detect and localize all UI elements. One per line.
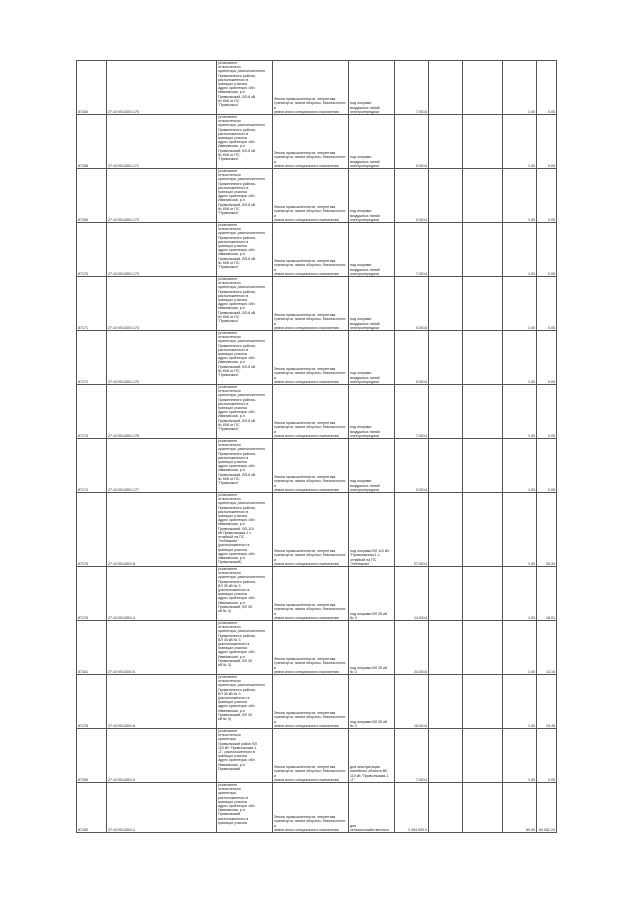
value-cell[interactable] (429, 729, 463, 783)
cadastral-number-cell[interactable]: 27:10:0014301:8 (107, 493, 217, 567)
amount-cell[interactable]: 0.05 (537, 115, 557, 169)
area-cell[interactable]: 1 394 000.0 (395, 783, 429, 833)
cadastral-number-cell[interactable]: 27:10:0014301:176 (107, 385, 217, 439)
amount-cell[interactable]: 0.05 (537, 61, 557, 115)
land-category-cell[interactable]: Земли промышленности, энергетики, транспорта, земли обороны, безопасности и земли иного специального назначения (273, 169, 349, 223)
table-row[interactable] (77, 277, 557, 331)
area-cell[interactable]: 7.0014 (395, 61, 429, 115)
spreadsheet-sheet (76, 60, 556, 833)
value-cell[interactable] (429, 331, 463, 385)
row-id-cell[interactable]: 87176 (77, 567, 107, 621)
amount-cell[interactable]: 0.05 (537, 169, 557, 223)
area-cell[interactable]: 0.0014 (395, 169, 429, 223)
rate-cell[interactable]: 1.00 (503, 169, 537, 223)
table-row[interactable] (77, 729, 557, 783)
location-description-cell[interactable]: установлен относительно ориентира, расположенного Прижелезного района, ВЛ 35 кВ № 3 (расположенного в границах участка адрес ориентира: обл. Ивановская, р-н Приволжский, ВЛ 35 кВ № 3) (217, 675, 273, 729)
land-category-cell[interactable]: Земли промышленности, энергетики, транспорта, земли обороны, безопасности и земли иного специального назначения (273, 675, 349, 729)
value-cell[interactable] (463, 439, 503, 493)
rate-cell[interactable]: 1.00 (503, 493, 537, 567)
permitted-use-cell[interactable]: под опорами воздушных линий электропередачи (349, 223, 395, 277)
area-cell[interactable]: 0.0014 (395, 331, 429, 385)
amount-cell[interactable]: 0.05 (537, 277, 557, 331)
location-description-cell[interactable]: установлен относительно ориентира, Приволжский район ВЛ 110 кВ "Приволжская-1 -2", расположенного в границах участка адрес ориентира: обл. Ивановская, р-н Приволжский (217, 729, 273, 783)
location-description-cell[interactable]: установлен относительно ориентира, расположенного Прижелезного района, расположенного в границах участка адрес ориентира: обл. Ивановская, р-н Приволжский, ВЛ-110 кВ Приволжская-1 с отпайкой на ПС "Хебниково" (расположенного в границах участка адрес ориентира: обл. Ивановская, р-н Приволжский) (217, 493, 273, 567)
cadastral-number-cell[interactable]: 27:10:0014301:175 (107, 331, 217, 385)
value-cell[interactable] (463, 729, 503, 783)
location-description-cell[interactable]: установлен относительно ориентира, расположенного Прижелезного района, расположенного в границах участка адрес ориентира: обл. Ивановская, р-н Приволжский, ВЛ-6 кВ № 608 от ПС "Приволжск" (217, 115, 273, 169)
land-category-cell[interactable]: Земли промышленности, энергетики, транспорта, земли обороны, безопасности и земли иного специального назначения (273, 277, 349, 331)
permitted-use-cell[interactable]: под опорами ВЛ 110 кВ "Приволжская-1 с отпайкой на ПС "Хебниково" (349, 493, 395, 567)
amount-cell[interactable]: 0.05 (537, 385, 557, 439)
area-cell[interactable]: 16.0014 (395, 675, 429, 729)
row-id-cell[interactable]: 87174 (77, 439, 107, 493)
rate-cell[interactable]: 1.00 (503, 729, 537, 783)
cadastral-number-cell[interactable]: 27:10:0014301:172 (107, 169, 217, 223)
value-cell[interactable] (429, 567, 463, 621)
cadastral-number-cell[interactable]: 27:10:0014301:1 (107, 783, 217, 833)
location-description-cell[interactable]: установлен относительно ориентира, расположенного Прижелезного района, ВЛ 35 кВ № 3 (расположенного в границах участка адрес ориентира: обл. Ивановская, р-н Приволжский, ВЛ 35 кВ № 3) (217, 567, 273, 621)
value-cell[interactable] (463, 61, 503, 115)
amount-cell[interactable]: 15.45 (537, 675, 557, 729)
value-cell[interactable] (429, 783, 463, 833)
amount-cell[interactable]: 0.05 (537, 223, 557, 277)
location-description-cell[interactable]: установлен относительно ориентира, расположенного Прижелезного района, ВЛ 35 кВ № 3 (расположенного в границах участка адрес ориентира: обл. Ивановская, р-н Приволжский, ВЛ 35 кВ № 3) (217, 621, 273, 675)
rate-cell[interactable]: 1.00 (503, 675, 537, 729)
area-cell[interactable]: 0.0014 (395, 439, 429, 493)
area-cell[interactable]: 27.0014 (395, 493, 429, 567)
location-description-cell[interactable]: установлен относительно ориентира, расположенного Прижелезного района, расположенного в границах участка адрес ориентира: обл. Ивановская, р-н Приволжский, ВЛ-6 кВ № 608 от ПС "Приволжск" (217, 277, 273, 331)
amount-cell[interactable]: 64 062.24 (537, 783, 557, 833)
area-cell[interactable]: 23.0014 (395, 621, 429, 675)
land-category-cell[interactable]: Земли промышленности, энергетики, транспорта, земли обороны, безопасности и земли иного специального назначения (273, 783, 349, 833)
value-cell[interactable] (463, 385, 503, 439)
row-id-cell[interactable]: 87159 (77, 729, 107, 783)
table-row[interactable] (77, 675, 557, 729)
rate-cell[interactable]: 1.00 (503, 61, 537, 115)
table-row[interactable] (77, 223, 557, 277)
cadastral-number-cell[interactable]: 27:10:0014301:5 (107, 621, 217, 675)
row-id-cell[interactable]: 87161 (77, 621, 107, 675)
rate-cell[interactable]: 1.00 (503, 115, 537, 169)
land-category-cell[interactable]: Земли промышленности, энергетики, транспорта, земли обороны, безопасности и земли иного специального назначения (273, 115, 349, 169)
land-category-cell[interactable]: Земли промышленности, энергетики, транспорта, земли обороны, безопасности и земли иного специального назначения (273, 493, 349, 567)
amount-cell[interactable]: 0.05 (537, 729, 557, 783)
area-cell[interactable]: 7.0014 (395, 729, 429, 783)
location-description-cell[interactable]: установлен относительно ориентира, расположенного Прижелезного района, расположенного в границах участка адрес ориентира: обл. Ивановская, р-н Приволжский, ВЛ-6 кВ № 608 от ПС "Приволжск" (217, 331, 273, 385)
location-description-cell[interactable]: установлен относительно ориентира, расположенного Прижелезного района, расположенного в границах участка адрес ориентира: обл. Ивановская, р-н Приволжский, ВЛ-6 кВ № 608 от ПС "Приволжск" (217, 61, 273, 115)
location-description-cell[interactable]: установлен относительно ориентира, расположенного Прижелезного района, расположенного в границах участка адрес ориентира: обл. Ивановская, р-н Приволжский, ВЛ-6 кВ № 608 от ПС "Приволжск" (217, 169, 273, 223)
land-category-cell[interactable]: Земли промышленности, энергетики, транспорта, земли обороны, безопасности и земли иного специального назначения (273, 621, 349, 675)
row-id-cell[interactable]: 87172 (77, 331, 107, 385)
value-cell[interactable] (429, 385, 463, 439)
amount-cell[interactable]: 18.51 (537, 567, 557, 621)
table-row[interactable] (77, 61, 557, 115)
value-cell[interactable] (463, 277, 503, 331)
value-cell[interactable] (429, 223, 463, 277)
amount-cell[interactable]: 13.15 (537, 621, 557, 675)
value-cell[interactable] (429, 169, 463, 223)
land-category-cell[interactable]: Земли промышленности, энергетики, транспорта, земли обороны, безопасности и земли иного специального назначения (273, 385, 349, 439)
rate-cell[interactable]: 60.00 (503, 783, 537, 833)
permitted-use-cell[interactable]: под опорами воздушных линий электропередачи (349, 439, 395, 493)
table-row[interactable] (77, 567, 557, 621)
permitted-use-cell[interactable]: под опорами воздушных линий электропередачи (349, 169, 395, 223)
cadastral-number-cell[interactable]: 27:10:0014301:170 (107, 61, 217, 115)
permitted-use-cell[interactable]: под опорами воздушных линий электропередачи (349, 115, 395, 169)
land-category-cell[interactable]: Земли промышленности, энергетики, транспорта, земли обороны, безопасности и земли иного специального назначения (273, 61, 349, 115)
land-category-cell[interactable]: Земли промышленности, энергетики, транспорта, земли обороны, безопасности и земли иного специального назначения (273, 223, 349, 277)
value-cell[interactable] (463, 169, 503, 223)
amount-cell[interactable]: 35.34 (537, 493, 557, 567)
area-cell[interactable]: 7.0014 (395, 385, 429, 439)
row-id-cell[interactable]: 87171 (77, 277, 107, 331)
land-category-cell[interactable]: Земли промышленности, энергетики, транспорта, земли обороны, безопасности и земли иного специального назначения (273, 729, 349, 783)
land-category-cell[interactable]: Земли промышленности, энергетики, транспорта, земли обороны, безопасности и земли иного специального назначения (273, 331, 349, 385)
permitted-use-cell[interactable]: под опорами воздушных линий электропередачи (349, 277, 395, 331)
rate-cell[interactable]: 1.00 (503, 331, 537, 385)
rate-cell[interactable]: 1.00 (503, 621, 537, 675)
amount-cell[interactable]: 0.05 (537, 331, 557, 385)
value-cell[interactable] (429, 675, 463, 729)
permitted-use-cell[interactable]: под опорами воздушных линий электропередачи (349, 385, 395, 439)
row-id-cell[interactable]: 87173 (77, 385, 107, 439)
row-id-cell[interactable]: 87169 (77, 169, 107, 223)
value-cell[interactable] (463, 115, 503, 169)
row-id-cell[interactable]: 87160 (77, 783, 107, 833)
permitted-use-cell[interactable]: для сельскохозяйственного (349, 783, 395, 833)
value-cell[interactable] (463, 783, 503, 833)
location-description-cell[interactable]: установлен относительно ориентира, расположенного в границах участка адрес ориентира: обл. Ивановская, р-н Приволжский расположенного в границах участка (217, 783, 273, 833)
land-category-cell[interactable]: Земли промышленности, энергетики, транспорта, земли обороны, безопасности и земли иного специального назначения (273, 439, 349, 493)
value-cell[interactable] (463, 493, 503, 567)
rate-cell[interactable]: 1.00 (503, 567, 537, 621)
area-cell[interactable]: 0.0014 (395, 115, 429, 169)
table-row[interactable] (77, 439, 557, 493)
value-cell[interactable] (429, 115, 463, 169)
value-cell[interactable] (463, 223, 503, 277)
value-cell[interactable] (463, 675, 503, 729)
value-cell[interactable] (463, 331, 503, 385)
cadastral-number-cell[interactable]: 27:10:0014301:9 (107, 729, 217, 783)
table-row[interactable] (77, 331, 557, 385)
value-cell[interactable] (463, 567, 503, 621)
rate-cell[interactable]: 1.00 (503, 439, 537, 493)
cadastral-number-cell[interactable]: 27:10:0014301:6 (107, 675, 217, 729)
area-cell[interactable]: 14.0014 (395, 567, 429, 621)
amount-cell[interactable]: 0.05 (537, 439, 557, 493)
cadastral-number-cell[interactable]: 27:10:0014301:177 (107, 439, 217, 493)
permitted-use-cell[interactable]: под опорами воздушных линий электропередачи (349, 331, 395, 385)
location-description-cell[interactable]: установлен относительно ориентира, расположенного Прижелезного района, расположенного в границах участка адрес ориентира: обл. Ивановская, р-н Приволжский, ВЛ-6 кВ № 608 от ПС "Приволжск" (217, 439, 273, 493)
rate-cell[interactable]: 1.00 (503, 277, 537, 331)
cadastral-number-cell[interactable]: 27:10:0014301:173 (107, 223, 217, 277)
value-cell[interactable] (429, 61, 463, 115)
value-cell[interactable] (429, 277, 463, 331)
table-row[interactable] (77, 493, 557, 567)
value-cell[interactable] (429, 493, 463, 567)
permitted-use-cell[interactable]: для эксплуатации линейного объекта ВЛ 110 кВ "Приволжская-1 -2" (349, 729, 395, 783)
land-plots-table (76, 60, 557, 833)
row-id-cell[interactable]: 87178 (77, 675, 107, 729)
land-category-cell[interactable]: Земли промышленности, энергетики, транспорта, земли обороны, безопасности и земли иного специального назначения (273, 567, 349, 621)
table-body (77, 61, 557, 833)
rate-cell[interactable]: 1.00 (503, 223, 537, 277)
value-cell[interactable] (429, 439, 463, 493)
table-row[interactable] (77, 621, 557, 675)
row-id-cell[interactable]: 87175 (77, 493, 107, 567)
location-description-cell[interactable]: установлен относительно ориентира, расположенного Прижелезного района, расположенного в границах участка адрес ориентира: обл. Ивановская, р-н Приволжский, ВЛ-6 кВ № 608 от ПС "Приволжск" (217, 223, 273, 277)
row-id-cell[interactable]: 87168 (77, 115, 107, 169)
table-row[interactable] (77, 385, 557, 439)
area-cell[interactable]: 7.0014 (395, 223, 429, 277)
permitted-use-cell[interactable]: под опорами воздушных линий электропередачи (349, 61, 395, 115)
permitted-use-cell[interactable]: под опорами ВЛ 35 кВ № 3 (349, 567, 395, 621)
cadastral-number-cell[interactable]: 27:10:0014301:174 (107, 277, 217, 331)
table-row[interactable] (77, 115, 557, 169)
permitted-use-cell[interactable]: под опорами ВЛ 35 кВ № 3 (349, 621, 395, 675)
value-cell[interactable] (429, 621, 463, 675)
permitted-use-cell[interactable]: под опорами ВЛ 35 кВ № 3 (349, 675, 395, 729)
cadastral-number-cell[interactable]: 27:10:0014301:171 (107, 115, 217, 169)
area-cell[interactable]: 0.0014 (395, 277, 429, 331)
table-row[interactable] (77, 783, 557, 833)
value-cell[interactable] (463, 621, 503, 675)
row-id-cell[interactable]: 87160 (77, 61, 107, 115)
cadastral-number-cell[interactable]: 27:10:0014301:4 (107, 567, 217, 621)
table-row[interactable] (77, 169, 557, 223)
row-id-cell[interactable]: 87170 (77, 223, 107, 277)
rate-cell[interactable]: 1.00 (503, 385, 537, 439)
location-description-cell[interactable]: установлен относительно ориентира, расположенного Прижелезного района, расположенного в границах участка адрес ориентира: обл. Ивановская, р-н Приволжский, ВЛ-6 кВ № 608 от ПС "Приволжск" (217, 385, 273, 439)
